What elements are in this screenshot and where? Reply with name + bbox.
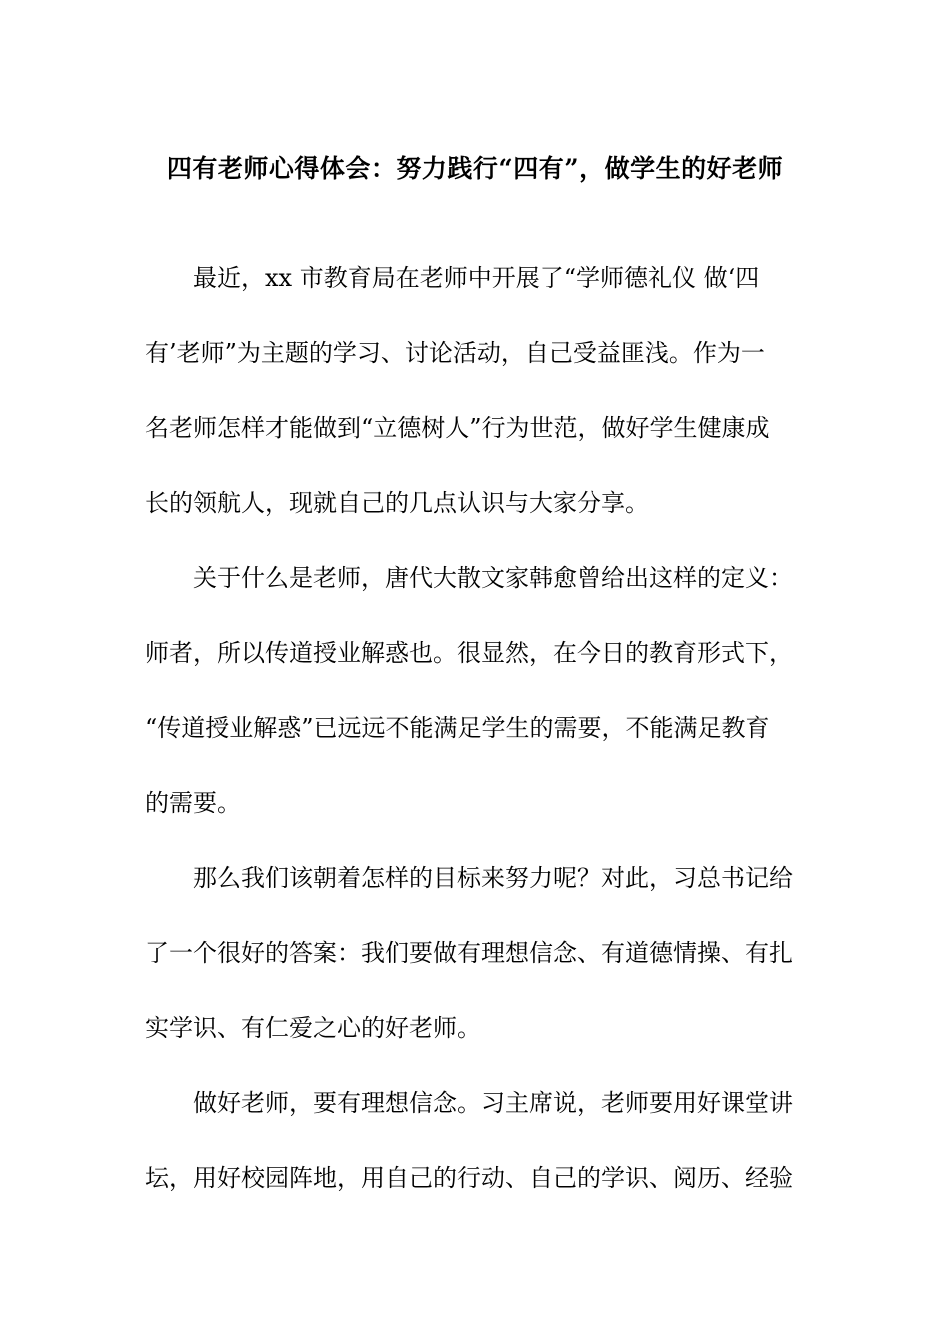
paragraph-line: 关于什么是老师，唐代大散文家韩愈曾给出这样的定义： [193,564,793,592]
paragraph-line: 有’老师”为主题的学习、讨论活动，自己受益匪浅。作为一 [145,339,765,367]
paragraph-line: 长的领航人，现就自己的几点认识与大家分享。 [145,489,649,517]
paragraph-line: 做好老师，要有理想信念。习主席说，老师要用好课堂讲 [193,1089,793,1117]
paragraph-line: “传道授业解惑”已远远不能满足学生的需要，不能满足教育 [145,714,770,742]
paragraph-1 [145,256,805,556]
paragraph-3 [145,856,805,1081]
paragraph-line: 师者，所以传道授业解惑也。很显然，在今日的教育形式下， [145,639,793,667]
document-title: 四有老师心得体会：努力践行“四有”，做学生的好老师 [166,153,784,183]
paragraph-line: 了一个很好的答案：我们要做有理想信念、有道德情操、有扎 [145,939,793,967]
paragraph-line: 坛，用好校园阵地，用自己的行动、自己的学识、阅历、经验 [145,1164,793,1192]
paragraph-line: 实学识、有仁爱之心的好老师。 [145,1014,481,1042]
document-body [145,256,805,1231]
paragraph-2 [145,556,805,856]
paragraph-4 [145,1081,805,1231]
paragraph-line: 的需要。 [145,789,241,817]
paragraph-line: 名老师怎样才能做到“立德树人”行为世范，做好学生健康成 [145,414,770,442]
paragraph-line: 那么我们该朝着怎样的目标来努力呢？对此，习总书记给 [193,864,793,892]
paragraph-line: 最近，xx 市教育局在老师中开展了“学师德礼仪 做‘四 [193,264,760,292]
